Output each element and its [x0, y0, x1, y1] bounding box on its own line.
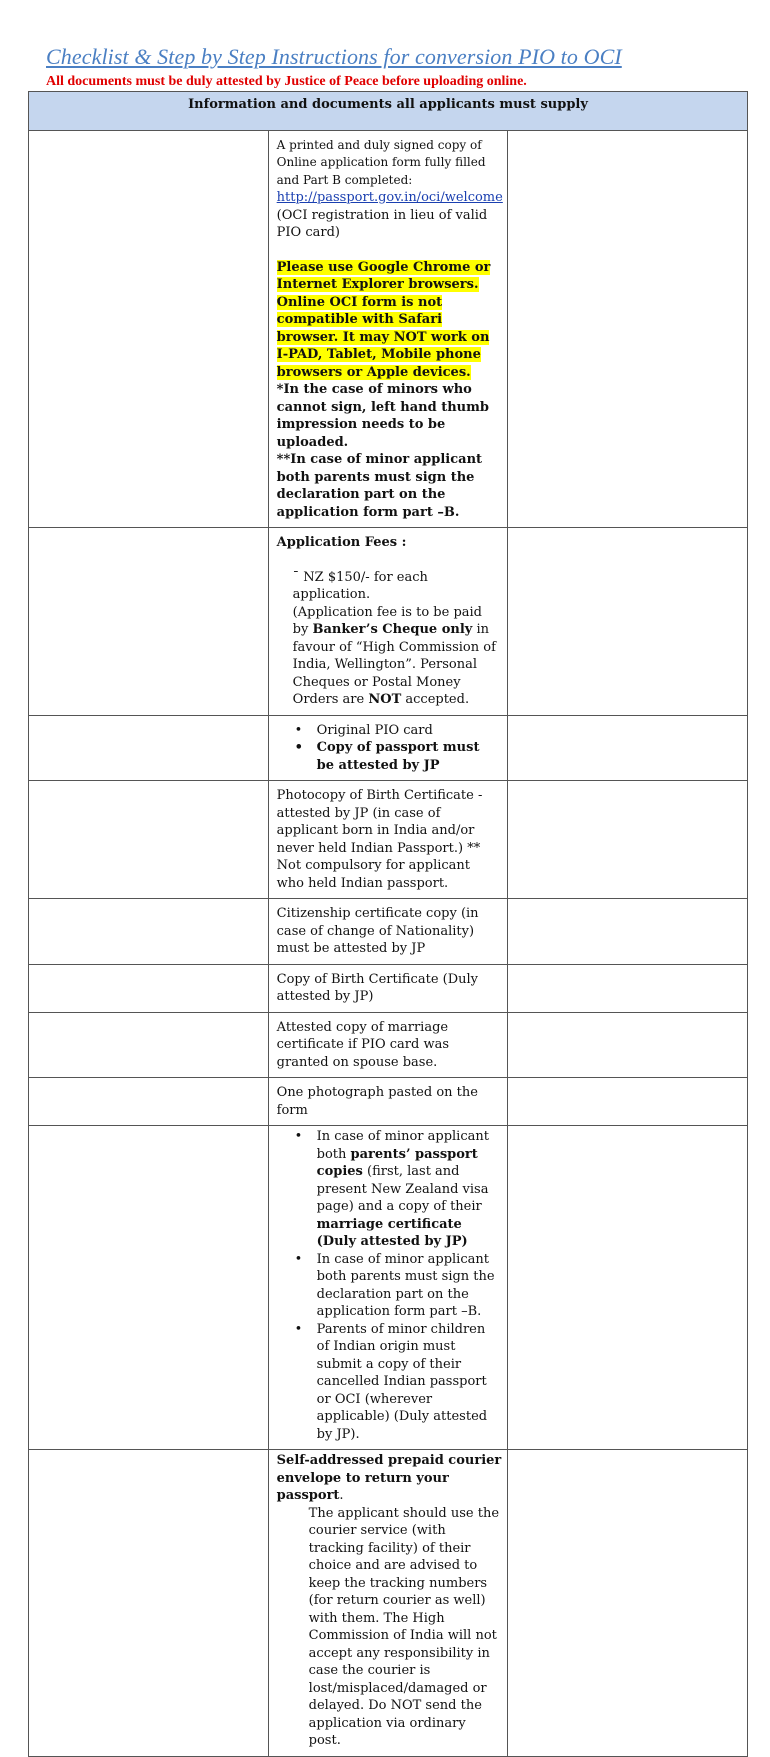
pio-item [269, 716, 508, 781]
courier-body: The applicant should use the courier service (with tracking facility) of their choice and are advised to keep the tracking numbers (for return courier as well) with them. The High Commission of India will not accept any responsibility in case the courier is lost/misplaced/damaged or delayed. Do NOT send the application via ordinary post. [308, 1505, 500, 1748]
checkbox-cell[interactable] [29, 1126, 269, 1450]
fee-text-bold: NOT [368, 692, 402, 707]
photo-item: One photograph pasted on the form [276, 1085, 478, 1118]
checkbox-cell[interactable] [29, 715, 269, 781]
minor-text-bold: marriage certificate (Duly attested by JP) [316, 1216, 468, 1249]
fees-heading: Application Fees : [276, 535, 407, 550]
fees-item [269, 528, 508, 715]
row-text: A printed and duly signed copy of Online application form fully filled and Part B completed: [276, 137, 486, 187]
thumb-note: *In the case of minors who cannot sign, left hand thumb impression needs to be uploaded. [276, 382, 489, 450]
side-cell [508, 899, 748, 965]
marriage-item: Attested copy of marriage certificate if PIO card was granted on spouse base. [276, 1019, 450, 1070]
checkbox-cell[interactable] [29, 1012, 269, 1078]
checkbox-cell[interactable] [29, 130, 269, 528]
table-row [29, 715, 748, 781]
birth-photocopy-item: Photocopy of Birth Certificate - attested by JP (in case of applicant born in India and/or never held Indian Passport.) ** Not compulsory for applicant who held Indian passport. [276, 788, 483, 891]
table-row [29, 1078, 748, 1126]
side-cell [508, 1126, 748, 1450]
document-title: Checklist & Step by Step Instructions for conversion PIO to OCI [46, 44, 622, 69]
side-cell [508, 715, 748, 781]
checkbox-cell[interactable] [29, 1450, 269, 1757]
table-row [29, 528, 748, 716]
list-item: • Original PIO card [317, 722, 502, 740]
courier-heading-end: . [339, 1488, 344, 1503]
birth-copy-item: Copy of Birth Certificate (Duly attested by JP) [276, 971, 479, 1004]
table-header-row [29, 92, 748, 131]
checkbox-cell[interactable] [29, 781, 269, 899]
side-cell [508, 1012, 748, 1078]
fee-text: (Application fee is to be paid by [292, 604, 482, 637]
citizenship-item: Citizenship certificate copy (in case of change of Nationality) must be attested by JP [276, 906, 479, 956]
checklist-table [28, 91, 748, 1757]
side-cell [508, 1078, 748, 1126]
link-suffix: (OCI registration in lieu of valid PIO card) [276, 207, 488, 240]
checkbox-cell[interactable] [29, 1078, 269, 1126]
checkbox-cell[interactable] [29, 899, 269, 965]
fee-text: in favour of “High Commission of India, Wellington”. Personal Cheques or Postal Money Orders are [292, 622, 496, 707]
side-cell [508, 528, 748, 716]
minor-item [269, 1126, 508, 1449]
application-form-item [269, 131, 508, 528]
parents-sign-note: **In case of minor applicant both parents must sign the declaration part on the application form part –B. [276, 452, 483, 520]
fee-text-bold: Banker’s Cheque only [312, 622, 473, 637]
list-item: • In case of minor applicant both parents must sign the declaration part on the application form part –B. [317, 1251, 502, 1321]
side-cell [508, 1450, 748, 1757]
fee-text: accepted. [401, 692, 470, 707]
table-row [29, 1126, 748, 1450]
list-item [317, 1128, 502, 1251]
checkbox-cell[interactable] [29, 528, 269, 716]
courier-item [269, 1450, 508, 1756]
oci-website-link[interactable]: http://passport.gov.in/oci/welcome [276, 190, 503, 205]
fee-amount: ¯ NZ $150/- for each application. [292, 569, 428, 602]
checkbox-cell[interactable] [29, 964, 269, 1012]
attestation-notice: All documents must be duly attested by Justice of Peace before uploading online. [46, 74, 527, 89]
table-row [29, 781, 748, 899]
courier-heading: Self-addressed prepaid courier envelope to return your passport [276, 1453, 502, 1503]
table-row [29, 964, 748, 1012]
minor-text: In case of minor applicant both [316, 1129, 489, 1162]
side-cell [508, 964, 748, 1012]
minor-text: (first, last and present New Zealand visa page) and a copy of their [316, 1164, 489, 1214]
side-cell [508, 781, 748, 899]
list-item: • Parents of minor children of Indian origin must submit a copy of their cancelled Indian passport or OCI (wherever applicable) (Duly attested by JP). [317, 1321, 502, 1444]
list-item: • Copy of passport must be attested by JP [317, 739, 502, 774]
minor-text-bold: parents’ passport copies [316, 1146, 478, 1179]
table-row [29, 1450, 748, 1757]
browser-warning: Please use Google Chrome or Internet Explorer browsers. Online OCI form is not compatible with Safari browser. It may NOT work on I-PAD, Tablet, Mobile phone browsers or Apple devices. [276, 259, 491, 380]
side-cell [508, 130, 748, 528]
table-row [29, 1012, 748, 1078]
table-row [29, 899, 748, 965]
table-row [29, 130, 748, 528]
table-header: Information and documents all applicants must supply [188, 97, 588, 112]
